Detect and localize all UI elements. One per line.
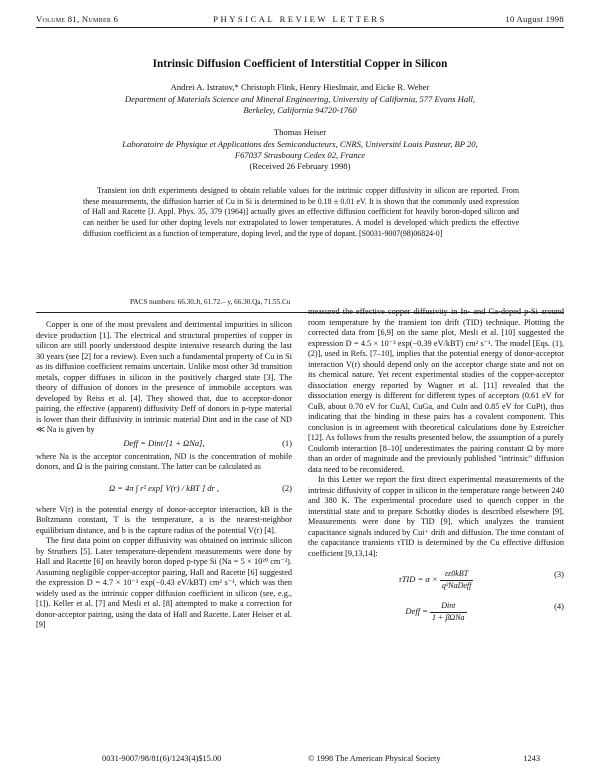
issue-date: 10 August 1998 (505, 14, 564, 24)
equation-3-denominator: q²NaDeff (441, 580, 472, 590)
authors: Andrei A. Istratov,* Christoph Flink, Henry Hieslmair, and Eicke R. Weber (170, 82, 430, 92)
page-number: 1243 (523, 754, 540, 763)
journal-name: PHYSICAL REVIEW LETTERS (213, 14, 387, 24)
affiliation-1-line-1: Department of Materials Science and Mineral Engineering, University of California, 577 Evans Hall, (124, 94, 476, 104)
header-rule (36, 27, 564, 28)
left-paragraph-4: The first data point on copper diffusivity was obtained on intrinsic silicon by Struthers [5]. Later temperature-dependent measurements were done by Hall and Racette [6] on heavily boron doped p-type Si (Na = 5 × 10²⁰ cm⁻³). Assuming negligible copper-acceptor pairing, Hall and Racette [6] suggested the expression D = 4.7 × 10⁻³ exp(−0.43 eV/kBT) cm² s⁻¹, which was then widely used as the intrinsic copper diffusion coefficient in silicon (see, e.g., [1]). Keller et al. [7] and Mesli et al. [8] attempted to make a correction for donor-acceptor pairing, using the data of Hall and Racette. Later Heiser et al. [9] (36, 536, 292, 629)
author-2: Thomas Heiser (273, 127, 327, 137)
right-column (308, 307, 564, 623)
equation-3-lhs: τTID = α × (398, 573, 438, 584)
equation-3-body (308, 569, 564, 591)
equation-1-number: (1) (282, 437, 292, 448)
pacs-numbers: PACS numbers: 66.30.Jt, 61.72.– y, 66.30.Qa, 71.55.Cu (130, 298, 291, 306)
equation-3-fraction (440, 569, 474, 591)
equation-4-denominator: 1 + βΩNa (432, 612, 465, 622)
equation-2-rhs: r² exp[ V(r) / kBT ] dr , (140, 482, 220, 493)
received-date: (Received 26 February 1998) (249, 161, 351, 171)
paper-title: Intrinsic Diffusion Coefficient of Interstitial Copper in Silicon (152, 58, 448, 70)
equation-2-number: (2) (282, 482, 292, 493)
equation-3-numerator: εε0kBT (440, 569, 474, 581)
equation-4-body (308, 601, 564, 623)
right-paragraph-1: measured the effective copper diffusivity in In- and Ga-doped p-Si around room temperature by the transient ion drift (TID) technique. Plotting the corrected data from [6,9] on the same plot, Mesli et al. [10] suggested the expression D = 4.5 × 10⁻³ exp(−0.39 eV/kBT) cm² s⁻¹. The model [Eqs. (1),(2)], used in Refs. [7–10], implies that the potential energy of donor-acceptor interaction V(r) should depend only on the acceptor charge state and not on its chemical nature. Yet recent experimental studies of the copper-acceptor dissociation energy reported by Wagner et al. [11] revealed that the dissociation energy is different for different types of acceptors (0.61 eV for CuB, about 0.70 eV for CuAl, CuGa, and CuIn and 0.85 eV for CuPt), thus indicating that the binding in these pairs has a covalent component. This conclusion is in agreement with theoretical calculations done by Estreicher [12]. As follows from the results presented below, the assumption of a purely Coulomb interaction [8–10] underestimates the pairing constant Ω by more than an order of magnitude and the previously published "intrinsic" diffusion data need to be reconsidered. (308, 307, 564, 474)
equation-2-body (36, 483, 292, 494)
left-column (36, 320, 292, 631)
equation-1 (36, 436, 292, 452)
equation-2 (36, 473, 292, 505)
equation-4-lhs: Deff = (405, 605, 428, 616)
right-paragraph-2: In this Letter we report the first direct experimental measurements of the intrinsic diffusivity of copper in silicon in the temperature range between 240 and 380 K. The experimental procedure used to quench copper in the interstitial state and to prepare Schottky diodes is described elsewhere [9]. Measurements were done by TID [9], which analyzes the transient capacitance signals induced by Cui⁺ drift and diffusion. The time constant of the capacitance transients τTID is determined by the Cu effective diffusion coefficient [9,13,14]: (308, 475, 564, 558)
article-code: 0031-9007/98/81(6)/1243(4)$15.00 (102, 754, 222, 763)
affiliation-2-line-2: F67037 Strasbourg Cedex 02, France (234, 150, 366, 160)
equation-1-body: Deff = Dint/[1 + ΩNa], (123, 437, 205, 448)
equation-3 (308, 559, 564, 591)
equation-4-number: (4) (554, 601, 564, 611)
equation-4-numerator: Dint (430, 601, 467, 613)
affiliation-1-line-2: Berkeley, California 94720-1760 (243, 105, 357, 115)
left-paragraph-1: Copper is one of the most prevalent and detrimental impurities in silicon device production [1]. The electrical and structural properties of copper in silicon are still poorly understood despite intensive research during the last 30 years (see [2] for a review). Even such a fundamental property of Cu in Si as its diffusion coefficient remains uncertain. Unlike most other 3d transition metals, copper diffuses in silicon in the positively charged state [3]. The theory of diffusion of donors in the presence of immobile acceptors was developed by Reiss et al. [4]. They showed that, due to acceptor-donor pairing, the effective (apparent) diffusivity Deff of donors in p-type material is lower than their diffusivity in intrinsic material Dint and in the case of ND ≪ Na is given by (36, 320, 292, 434)
left-paragraph-2: where Na is the acceptor concentration, ND is the concentration of mobile donors, and Ω is the pairing constant. The latter can be calculated as (36, 451, 292, 471)
volume-number: Volume 81, Number 6 (36, 14, 119, 24)
copyright: © 1998 The American Physical Society (308, 754, 441, 763)
affiliation-2-line-1: Laboratoire de Physique et Applications des Semiconducteurs, CNRS, Université Louis Pasteur, BP 20, (122, 139, 478, 149)
equation-3-number: (3) (554, 569, 564, 579)
abstract: Transient ion drift experiments designed to obtain reliable values for the intrinsic copper diffusivity in silicon are reported. From these measurements, the diffusion barrier of Cu in Si is determined to be 0.18 ± 0.01 eV. It is shown that the commonly used expression of Hall and Racette [J. Appl. Phys. 35, 379 (1964)] actually gives an effective diffusion coefficient for heavily boron-doped silicon and can neither be used for other doping levels nor extrapolated to lower temperatures. A model is developed which predicts the effective diffusion coefficient as a function of temperature, doping level, and the type of dopant. [S0031-9007(98)06824-0] (83, 186, 519, 238)
left-paragraph-3: where V(r) is the potential energy of donor-acceptor interaction, kB is the Boltzmann constant, T is the temperature, a is the nearest-neighbor equilibrium distance, and b is the capture radius of the potential V(r) [4]. (36, 504, 292, 535)
equation-2-lhs: Ω = 4π ∫ (108, 482, 139, 493)
equation-4 (308, 591, 564, 623)
equation-4-fraction (430, 601, 467, 623)
